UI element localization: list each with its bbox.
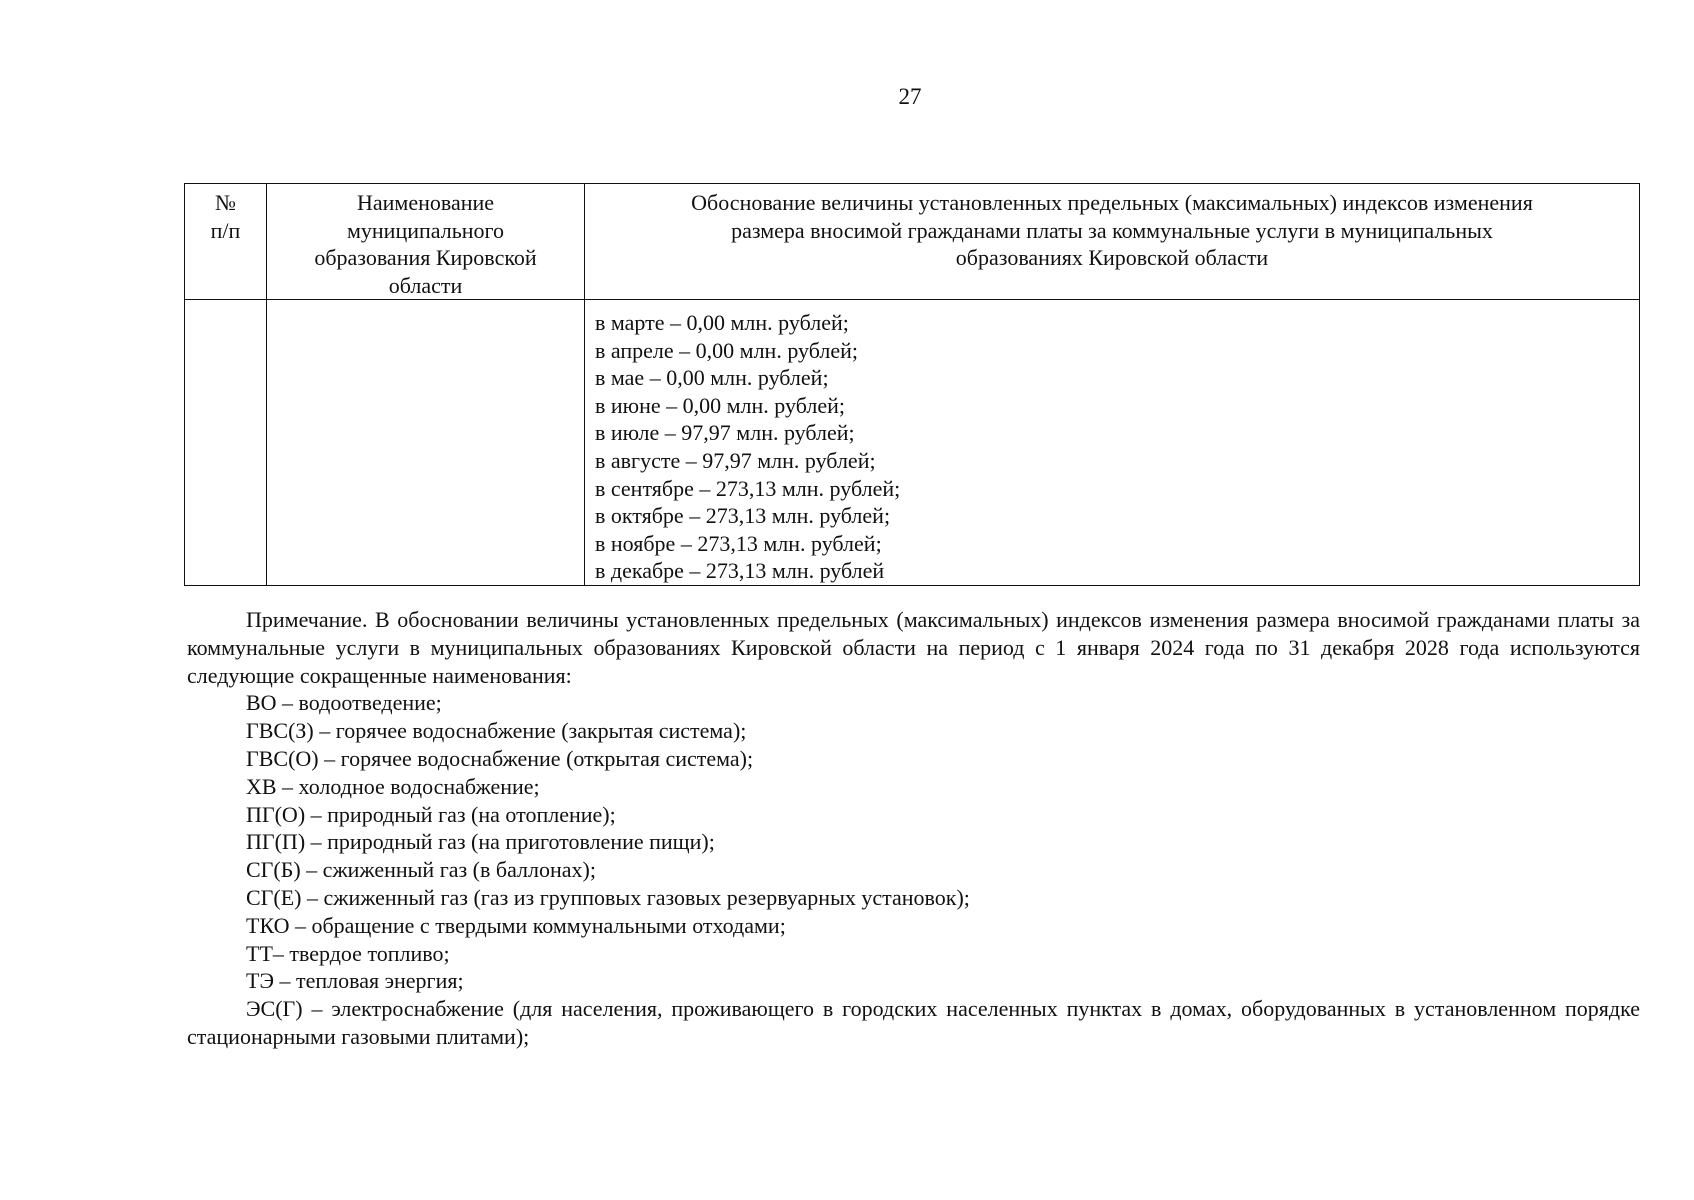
header-justification-label: Обоснование величины установленных предельных (максимальных) индексов изменения размера вносимой гражданами платы за коммунальные услуги в муниципальных образованиях Кировской области xyxy=(691,190,1533,270)
abbreviation-item: СГ(Е) – сжиженный газ (газ из групповых газовых резервуарных установок); xyxy=(246,884,970,910)
list-item: в ноябре – 273,13 млн. рублей; xyxy=(595,530,882,556)
note-paragraph: Примечание. В обосновании величины установленных предельных (максимальных) индексов изменения размера вносимой гражданами платы за коммунальные услуги в муниципальных образованиях Кировской области на период с 1 января 2024 года по 31 декабря 2028 года используются следующие сокращенные наименования: xyxy=(187,607,1640,688)
list-item: в марте – 0,00 млн. рублей; xyxy=(595,310,849,335)
abbreviation-item: ПГ(О) – природный газ (на отопление); xyxy=(246,801,616,827)
header-justification xyxy=(585,184,1640,300)
abbreviation-item: ТКО – обращение с твердыми коммунальными отходами; xyxy=(246,912,786,938)
header-number xyxy=(185,184,267,300)
cell-number xyxy=(185,300,267,586)
justification-table xyxy=(184,183,1640,586)
header-municipality-label: Наименование муниципального образования Кировской области xyxy=(314,190,537,298)
list-item: в июле – 97,97 млн. рублей; xyxy=(595,420,855,446)
header-municipality xyxy=(267,184,585,300)
abbreviation-item: ХВ – холодное водоснабжение; xyxy=(246,773,540,799)
header-number-label: № п/п xyxy=(210,190,241,243)
list-item: в апреле – 0,00 млн. рублей; xyxy=(595,337,859,363)
abbreviation-item: СГ(Б) – сжиженный газ (в баллонах); xyxy=(246,857,596,883)
abbreviation-item: ТТ– твердое топливо; xyxy=(246,940,450,966)
abbreviation-item: ВО – водоотведение; xyxy=(246,690,442,716)
list-item: в мае – 0,00 млн. рублей; xyxy=(595,365,829,391)
abbreviation-item: ТЭ – тепловая энергия; xyxy=(246,968,464,994)
list-item: в июне – 0,00 млн. рублей; xyxy=(595,392,846,418)
abbreviation-item-last: ЭС(Г) – электроснабжение (для населения, проживающего в городских населенных пунктах в домах, оборудованных в установленном порядке стационарными газовыми плитами); xyxy=(187,996,1640,1049)
table-header-row xyxy=(185,184,1640,300)
abbreviation-item: ГВС(О) – горячее водоснабжение (открытая система); xyxy=(246,745,754,771)
abbreviation-item: ПГ(П) – природный газ (на приготовление пищи); xyxy=(246,829,715,855)
page-number: 27 xyxy=(898,84,922,109)
list-item: в сентябре – 273,13 млн. рублей; xyxy=(595,475,901,501)
note-section xyxy=(187,606,1640,1051)
list-item: в октябре – 273,13 млн. рублей; xyxy=(595,503,891,529)
abbreviation-item: ГВС(З) – горячее водоснабжение (закрытая система); xyxy=(246,718,747,744)
table-row xyxy=(185,300,1640,586)
list-item: в августе – 97,97 млн. рублей; xyxy=(595,447,876,473)
list-item: в декабре – 273,13 млн. рублей xyxy=(595,558,885,584)
cell-justification xyxy=(585,300,1640,586)
cell-municipality xyxy=(267,300,585,586)
